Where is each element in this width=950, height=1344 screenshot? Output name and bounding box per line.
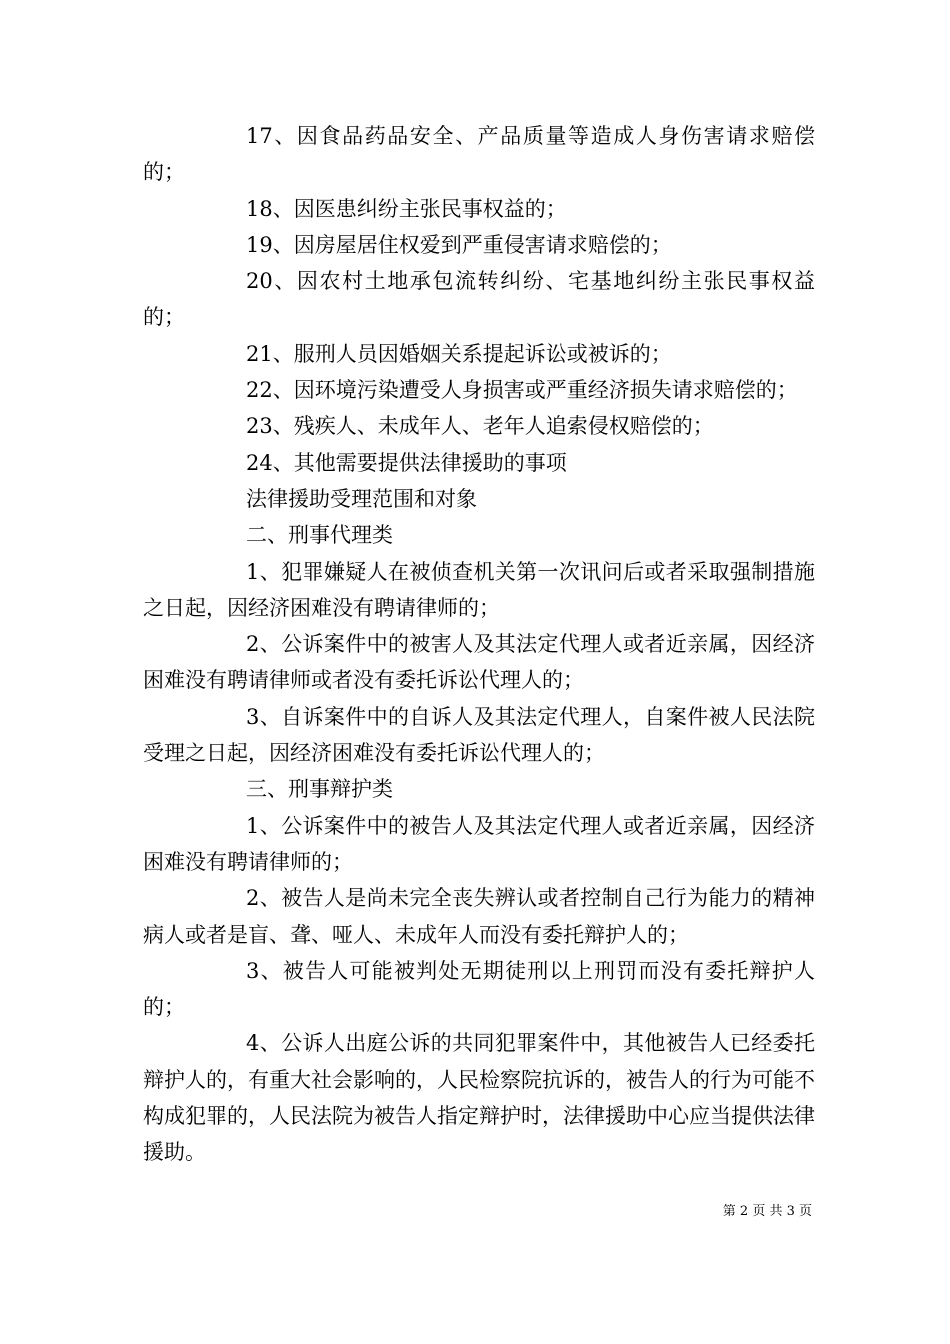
paragraph-item-21: 21、服刑人员因婚姻关系提起诉讼或被诉的；	[246, 341, 672, 366]
paragraph-agency-1: 1、犯罪嫌疑人在被侦查机关第一次讯问后或者采取强制措施之日起，因经济困难没有聘请律师的；	[143, 559, 815, 620]
paragraph-item-24: 24、其他需要提供法律援助的事项	[246, 450, 567, 475]
paragraph-agency-2: 2、公诉案件中的被害人及其法定代理人或者近亲属，因经济困难没有聘请律师或者没有委托诉讼代理人的；	[143, 632, 815, 693]
paragraph-item-19: 19、因房屋居住权爱到严重侵害请求赔偿的；	[246, 232, 672, 257]
page-number-footer: 第 2 页 共 3 页	[722, 1204, 812, 1219]
paragraph-item-22: 22、因环境污染遭受人身损害或严重经济损失请求赔偿的；	[246, 378, 798, 403]
paragraph-defense-4: 4、公诉人出庭公诉的共同犯罪案件中，其他被告人已经委托辩护人的，有重大社会影响的，人民检察院抗诉的，被告人的行为可能不构成犯罪的，人民法院为被告人指定辩护时，法律援助中心应当提供法律援助。	[143, 1031, 815, 1165]
body-text	[143, 118, 815, 1171]
paragraph-defense-1: 1、公诉案件中的被告人及其法定代理人或者近亲属，因经济困难没有聘请律师的；	[143, 813, 815, 874]
paragraph-item-23: 23、残疾人、未成年人、老年人追索侵权赔偿的；	[246, 414, 714, 439]
paragraph-agency-3: 3、自诉案件中的自诉人及其法定代理人，自案件被人民法院受理之日起，因经济困难没有委托诉讼代理人的；	[143, 704, 815, 766]
paragraph-item-20: 20、因农村土地承包流转纠纷、宅基地纠纷主张民事权益的；	[143, 269, 815, 330]
paragraph-defense-2: 2、被告人是尚未完全丧失辨认或者控制自己行为能力的精神病人或者是盲、聋、哑人、未成年人而没有委托辩护人的；	[143, 886, 815, 947]
section-heading-criminal-agency: 二、刑事代理类	[246, 523, 393, 548]
paragraph-item-18: 18、因医患纠纷主张民事权益的；	[246, 196, 567, 221]
section-heading-criminal-defense: 三、刑事辩护类	[246, 777, 393, 802]
paragraph-item-17: 17、因食品药品安全、产品质量等造成人身伤害请求赔偿的；	[143, 124, 815, 185]
section-heading-scope: 法律援助受理范围和对象	[246, 486, 477, 511]
paragraph-defense-3: 3、被告人可能被判处无期徒刑以上刑罚而没有委托辩护人的；	[143, 958, 815, 1020]
